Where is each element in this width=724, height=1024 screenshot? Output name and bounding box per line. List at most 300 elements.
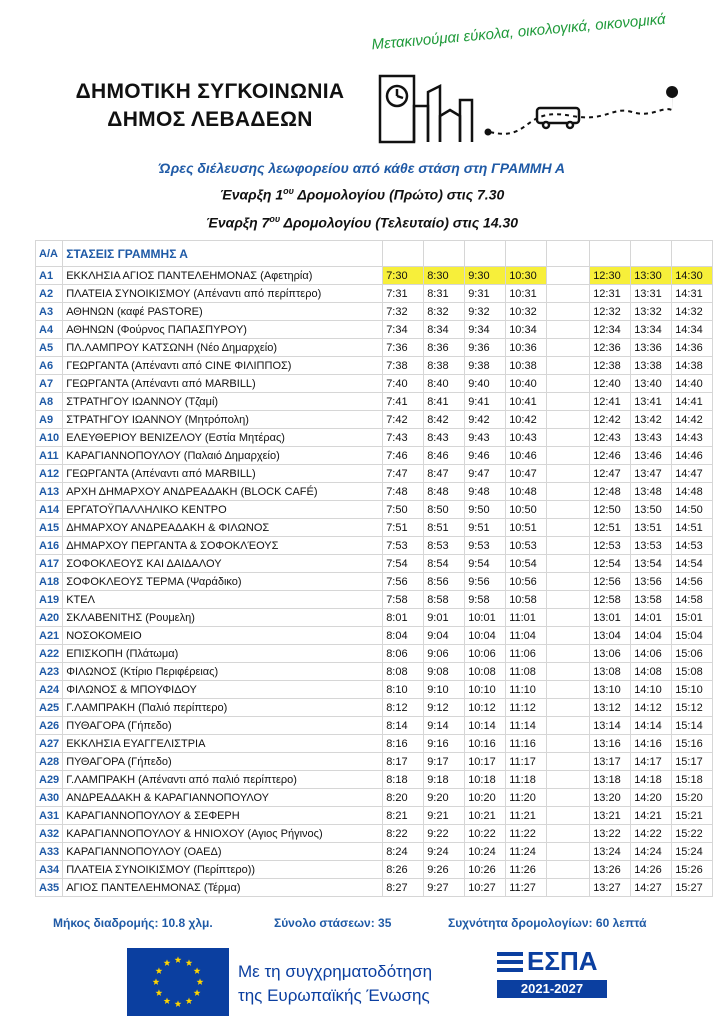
departure-time: 8:43 xyxy=(424,429,465,447)
departure-time: 10:24 xyxy=(465,843,506,861)
departure-time: 8:08 xyxy=(383,663,424,681)
departure-time: 9:38 xyxy=(465,357,506,375)
table-row xyxy=(36,825,713,843)
departure-time: 14:30 xyxy=(672,267,713,285)
table-row xyxy=(36,267,713,285)
stop-code: Α6 xyxy=(36,357,63,375)
departure-time: 7:47 xyxy=(383,465,424,483)
departure-time: 8:31 xyxy=(424,285,465,303)
stop-code: Α34 xyxy=(36,861,63,879)
departure-time: 14:46 xyxy=(672,447,713,465)
gap-cell xyxy=(547,807,590,825)
departure-time: 10:40 xyxy=(506,375,547,393)
departure-time: 10:56 xyxy=(506,573,547,591)
departure-time: 9:47 xyxy=(465,465,506,483)
departure-time: 10:43 xyxy=(506,429,547,447)
departure-time: 9:14 xyxy=(424,717,465,735)
departure-time: 13:47 xyxy=(631,465,672,483)
departure-time: 14:01 xyxy=(631,609,672,627)
departure-time: 10:53 xyxy=(506,537,547,555)
departure-time: 14:26 xyxy=(631,861,672,879)
stop-code: Α21 xyxy=(36,627,63,645)
departure-time: 9:34 xyxy=(465,321,506,339)
departure-time: 15:14 xyxy=(672,717,713,735)
stop-name: ΔΗΜΑΡΧΟΥ ΑΝΔΡΕΑΔΑΚΗ & ΦΙΛΩΝΟΣ xyxy=(63,519,383,537)
departure-time: 13:21 xyxy=(590,807,631,825)
gap-cell xyxy=(547,241,590,267)
stop-name: ΣΟΦΟΚΛΕΟΥΣ ΤΕΡΜΑ (Ψαράδικο) xyxy=(63,573,383,591)
stop-name: ΓΕΩΡΓΑΝΤΑ (Απέναντι από CINE ΦΙΛΙΠΠΟΣ) xyxy=(63,357,383,375)
stop-code: Α9 xyxy=(36,411,63,429)
table-row xyxy=(36,879,713,897)
departure-time: 14:53 xyxy=(672,537,713,555)
table-row xyxy=(36,339,713,357)
departure-time: 9:32 xyxy=(465,303,506,321)
buildings-icon xyxy=(428,86,440,142)
departure-time: 10:17 xyxy=(465,753,506,771)
stop-name: ΣΟΦΟΚΛΕΟΥΣ ΚΑΙ ΔΑΙΔΑΛΟΥ xyxy=(63,555,383,573)
departure-time: 9:20 xyxy=(424,789,465,807)
table-row xyxy=(36,645,713,663)
departure-time: 10:16 xyxy=(465,735,506,753)
departure-time: 8:32 xyxy=(424,303,465,321)
departure-time: 15:22 xyxy=(672,825,713,843)
departure-time: 15:16 xyxy=(672,735,713,753)
header-time-cell xyxy=(672,241,713,267)
departure-time: 9:06 xyxy=(424,645,465,663)
gap-cell xyxy=(547,393,590,411)
eu-star-icon xyxy=(164,959,171,966)
stop-name: ΠΥΘΑΓΟΡΑ (Γήπεδο) xyxy=(63,717,383,735)
departure-time: 12:31 xyxy=(590,285,631,303)
table-row xyxy=(36,807,713,825)
departure-time: 8:58 xyxy=(424,591,465,609)
departure-time: 8:24 xyxy=(383,843,424,861)
greek-flag-stripes-icon xyxy=(497,950,523,978)
stop-name: Γ.ΛΑΜΠΡΑΚΗ (Απέναντι από παλιό περίπτερο) xyxy=(63,771,383,789)
departure-time: 9:31 xyxy=(465,285,506,303)
gap-cell xyxy=(547,663,590,681)
departure-time: 12:36 xyxy=(590,339,631,357)
departure-time: 11:24 xyxy=(506,843,547,861)
departure-time: 9:46 xyxy=(465,447,506,465)
departure-time: 11:08 xyxy=(506,663,547,681)
departure-time: 8:40 xyxy=(424,375,465,393)
departure-time: 15:04 xyxy=(672,627,713,645)
stop-name: ΑΓΙΟΣ ΠΑΝΤΕΛΕΗΜΟΝΑΣ (Τέρμα) xyxy=(63,879,383,897)
eu-star-icon xyxy=(194,967,201,974)
table-row xyxy=(36,699,713,717)
departure-time: 9:50 xyxy=(465,501,506,519)
gap-cell xyxy=(547,699,590,717)
gap-cell xyxy=(547,501,590,519)
departure-time: 8:06 xyxy=(383,645,424,663)
departure-time: 8:14 xyxy=(383,717,424,735)
departure-time: 9:16 xyxy=(424,735,465,753)
departure-time: 14:34 xyxy=(672,321,713,339)
table-row xyxy=(36,681,713,699)
departure-time: 14:51 xyxy=(672,519,713,537)
location-pin-icon xyxy=(666,86,678,112)
departure-time: 8:34 xyxy=(424,321,465,339)
departure-time: 15:27 xyxy=(672,879,713,897)
departure-time: 10:31 xyxy=(506,285,547,303)
departure-time: 9:42 xyxy=(465,411,506,429)
departure-time: 8:27 xyxy=(383,879,424,897)
departure-time: 12:56 xyxy=(590,573,631,591)
departure-time: 10:30 xyxy=(506,267,547,285)
departure-time: 10:26 xyxy=(465,861,506,879)
stop-name: ΑΘΗΝΩΝ (Φούρνος ΠΑΠΑΣΠΥΡΟΥ) xyxy=(63,321,383,339)
table-row xyxy=(36,735,713,753)
stop-code: Α23 xyxy=(36,663,63,681)
departure-time: 9:22 xyxy=(424,825,465,843)
stop-code: Α27 xyxy=(36,735,63,753)
departure-time: 14:06 xyxy=(631,645,672,663)
departure-time: 12:34 xyxy=(590,321,631,339)
departure-time: 12:42 xyxy=(590,411,631,429)
departure-time: 9:26 xyxy=(424,861,465,879)
stop-name: ΠΛΑΤΕΙΑ ΣΥΝΟΙΚΙΣΜΟΥ (Απέναντι από περίπτερο) xyxy=(63,285,383,303)
table-row xyxy=(36,537,713,555)
departure-time: 7:32 xyxy=(383,303,424,321)
table-row xyxy=(36,753,713,771)
departure-time: 8:26 xyxy=(383,861,424,879)
stop-code: Α35 xyxy=(36,879,63,897)
departure-time: 7:38 xyxy=(383,357,424,375)
departure-time: 13:24 xyxy=(590,843,631,861)
gap-cell xyxy=(547,789,590,807)
city-bus-route-illustration xyxy=(372,66,692,146)
gap-cell xyxy=(547,645,590,663)
stop-name: ΕΡΓΑΤΟΫΠΑΛΛΗΛΙΚΟ ΚΕΝΤΡΟ xyxy=(63,501,383,519)
eu-star-icon xyxy=(175,956,182,963)
gap-cell xyxy=(547,537,590,555)
stop-code: Α10 xyxy=(36,429,63,447)
departure-time: 14:38 xyxy=(672,357,713,375)
eu-star-icon xyxy=(186,997,193,1004)
departure-time: 10:51 xyxy=(506,519,547,537)
stop-name: Γ.ΛΑΜΠΡΑΚΗ (Παλιό περίπτερο) xyxy=(63,699,383,717)
departure-time: 13:56 xyxy=(631,573,672,591)
stop-name: ΑΘΗΝΩΝ (καφέ PASTORE) xyxy=(63,303,383,321)
eu-star-icon xyxy=(164,997,171,1004)
stop-code: Α19 xyxy=(36,591,63,609)
departure-time: 14:41 xyxy=(672,393,713,411)
eu-star-icon xyxy=(156,989,163,996)
departure-time: 14:04 xyxy=(631,627,672,645)
departure-time: 8:38 xyxy=(424,357,465,375)
departure-time: 8:42 xyxy=(424,411,465,429)
departure-time: 12:58 xyxy=(590,591,631,609)
table-row xyxy=(36,771,713,789)
departure-time: 10:21 xyxy=(465,807,506,825)
header-time-cell xyxy=(383,241,424,267)
departure-time: 8:53 xyxy=(424,537,465,555)
departure-time: 8:01 xyxy=(383,609,424,627)
departure-time: 14:36 xyxy=(672,339,713,357)
departure-time: 13:38 xyxy=(631,357,672,375)
departure-time: 10:50 xyxy=(506,501,547,519)
stop-name: ΚΑΡΑΓΙΑΝΝΟΠΟΥΛΟΥ (Παλαιό Δημαρχείο) xyxy=(63,447,383,465)
departure-time: 12:32 xyxy=(590,303,631,321)
departure-time: 8:47 xyxy=(424,465,465,483)
table-row xyxy=(36,465,713,483)
departure-time: 13:26 xyxy=(590,861,631,879)
departure-time: 13:16 xyxy=(590,735,631,753)
departure-time: 9:01 xyxy=(424,609,465,627)
departure-time: 13:20 xyxy=(590,789,631,807)
gap-cell xyxy=(547,357,590,375)
departure-time: 11:14 xyxy=(506,717,547,735)
gap-cell xyxy=(547,339,590,357)
departure-time: 9:08 xyxy=(424,663,465,681)
departure-time: 9:18 xyxy=(424,771,465,789)
eu-star-icon xyxy=(197,978,204,985)
departure-time: 14:21 xyxy=(631,807,672,825)
stop-code: Α12 xyxy=(36,465,63,483)
departure-time: 9:21 xyxy=(424,807,465,825)
departure-time: 10:58 xyxy=(506,591,547,609)
title-line-2: ΔΗΜΟΣ ΛΕΒΑΔΕΩΝ xyxy=(107,108,313,131)
stop-code: Α11 xyxy=(36,447,63,465)
stop-name: ΚΤΕΛ xyxy=(63,591,383,609)
stop-code: Α18 xyxy=(36,573,63,591)
departure-time: 10:10 xyxy=(465,681,506,699)
departure-time: 12:46 xyxy=(590,447,631,465)
gap-cell xyxy=(547,609,590,627)
stop-name: ΠΛΑΤΕΙΑ ΣΥΝΟΙΚΙΣΜΟΥ (Περίπτερο)) xyxy=(63,861,383,879)
table-row xyxy=(36,375,713,393)
departure-time: 13:46 xyxy=(631,447,672,465)
departure-time: 14:32 xyxy=(672,303,713,321)
stop-code: Α7 xyxy=(36,375,63,393)
departure-time: 13:32 xyxy=(631,303,672,321)
stop-name: ΕΚΚΛΗΣΙΑ ΕΥΑΓΓΕΛΙΣΤΡΙΑ xyxy=(63,735,383,753)
departure-time: 8:41 xyxy=(424,393,465,411)
departure-time: 14:12 xyxy=(631,699,672,717)
gap-cell xyxy=(547,465,590,483)
stop-code: Α5 xyxy=(36,339,63,357)
departure-time: 15:26 xyxy=(672,861,713,879)
bus-icon xyxy=(537,108,579,128)
departure-time: 13:06 xyxy=(590,645,631,663)
eu-star-icon xyxy=(186,959,193,966)
espa-tagline xyxy=(497,1002,607,1008)
stop-name: ΓΕΩΡΓΑΝΤΑ (Απέναντι από MARBILL) xyxy=(63,375,383,393)
gap-cell xyxy=(547,267,590,285)
departure-time: 8:51 xyxy=(424,519,465,537)
stop-code: Α24 xyxy=(36,681,63,699)
stop-name: ΣΚΛΑΒΕΝΙΤΗΣ (Ρουμελη) xyxy=(63,609,383,627)
stop-code: Α2 xyxy=(36,285,63,303)
header-stop: ΣΤΑΣΕΙΣ ΓΡΑΜΜΗΣ Α xyxy=(63,241,383,267)
departure-time: 7:42 xyxy=(383,411,424,429)
header-time-cell xyxy=(506,241,547,267)
header-time-cell xyxy=(590,241,631,267)
gap-cell xyxy=(547,519,590,537)
departure-time: 12:47 xyxy=(590,465,631,483)
departure-time: 10:04 xyxy=(465,627,506,645)
schedule-heading xyxy=(0,157,724,234)
table-row xyxy=(36,717,713,735)
table-row xyxy=(36,609,713,627)
departure-time: 7:30 xyxy=(383,267,424,285)
departure-time: 9:12 xyxy=(424,699,465,717)
departure-time: 10:42 xyxy=(506,411,547,429)
departure-time: 7:41 xyxy=(383,393,424,411)
departure-time: 10:46 xyxy=(506,447,547,465)
departure-time: 11:12 xyxy=(506,699,547,717)
departure-time: 9:36 xyxy=(465,339,506,357)
departure-time: 15:21 xyxy=(672,807,713,825)
gap-cell xyxy=(547,573,590,591)
departure-time: 13:51 xyxy=(631,519,672,537)
departure-time: 11:26 xyxy=(506,861,547,879)
stop-code: Α13 xyxy=(36,483,63,501)
gap-cell xyxy=(547,303,590,321)
departure-time: 13:42 xyxy=(631,411,672,429)
departure-time: 7:53 xyxy=(383,537,424,555)
departure-time: 8:16 xyxy=(383,735,424,753)
title-line-1: ΔΗΜΟΤΙΚΗ ΣΥΓΚΟΙΝΩΝΙΑ xyxy=(75,80,345,103)
departure-time: 11:21 xyxy=(506,807,547,825)
departure-time: 10:38 xyxy=(506,357,547,375)
departure-time: 7:43 xyxy=(383,429,424,447)
departure-time: 8:04 xyxy=(383,627,424,645)
departure-time: 7:50 xyxy=(383,501,424,519)
departure-time: 10:22 xyxy=(465,825,506,843)
departure-time: 14:50 xyxy=(672,501,713,519)
stop-code: Α8 xyxy=(36,393,63,411)
departure-time: 7:36 xyxy=(383,339,424,357)
stop-code: Α1 xyxy=(36,267,63,285)
departure-time: 13:17 xyxy=(590,753,631,771)
departure-time: 9:58 xyxy=(465,591,506,609)
table-row xyxy=(36,663,713,681)
departure-time: 11:20 xyxy=(506,789,547,807)
route-length: Μήκος διαδρομής: 10.8 χλμ. xyxy=(53,916,213,930)
departure-time: 12:53 xyxy=(590,537,631,555)
departure-time: 7:40 xyxy=(383,375,424,393)
stop-name: ΑΝΔΡΕΑΔΑΚΗ & ΚΑΡΑΓΙΑΝΝΟΠΟΥΛΟΥ xyxy=(63,789,383,807)
gap-cell xyxy=(547,717,590,735)
table-row xyxy=(36,483,713,501)
departure-time: 10:14 xyxy=(465,717,506,735)
gap-cell xyxy=(547,375,590,393)
departure-time: 15:24 xyxy=(672,843,713,861)
eu-star-icon xyxy=(194,989,201,996)
departure-time: 10:36 xyxy=(506,339,547,357)
stop-name: ΦΙΛΩΝΟΣ & ΜΠΟΥΦΙΔΟΥ xyxy=(63,681,383,699)
departure-time: 14:18 xyxy=(631,771,672,789)
departure-time: 10:48 xyxy=(506,483,547,501)
table-row xyxy=(36,429,713,447)
table-row xyxy=(36,321,713,339)
departure-time: 13:04 xyxy=(590,627,631,645)
table-row xyxy=(36,843,713,861)
header-time-cell xyxy=(631,241,672,267)
stop-code: Α25 xyxy=(36,699,63,717)
stop-name: ΝΟΣΟΚΟΜΕΙΟ xyxy=(63,627,383,645)
table-row xyxy=(36,393,713,411)
stop-name: ΔΗΜΑΡΧΟΥ ΠΕΡΓΑΝΤΑ & ΣΟΦΟΚΛΈΟΥΣ xyxy=(63,537,383,555)
gap-cell xyxy=(547,843,590,861)
eu-star-icon xyxy=(156,967,163,974)
departure-time: 9:54 xyxy=(465,555,506,573)
departure-time: 9:17 xyxy=(424,753,465,771)
header-time-cell xyxy=(465,241,506,267)
departure-time: 11:18 xyxy=(506,771,547,789)
departure-time: 13:41 xyxy=(631,393,672,411)
stop-code: Α15 xyxy=(36,519,63,537)
eu-line-2: της Ευρωπαϊκής Ένωσης xyxy=(238,986,430,1005)
stop-code: Α33 xyxy=(36,843,63,861)
departure-time: 13:58 xyxy=(631,591,672,609)
departure-time: 10:34 xyxy=(506,321,547,339)
stop-code: Α14 xyxy=(36,501,63,519)
departure-time: 13:10 xyxy=(590,681,631,699)
departure-time: 11:01 xyxy=(506,609,547,627)
departure-time: 13:34 xyxy=(631,321,672,339)
departure-time: 11:22 xyxy=(506,825,547,843)
gap-cell xyxy=(547,627,590,645)
stop-code: Α20 xyxy=(36,609,63,627)
departure-time: 10:54 xyxy=(506,555,547,573)
departure-time: 8:30 xyxy=(424,267,465,285)
gap-cell xyxy=(547,735,590,753)
departure-time: 13:31 xyxy=(631,285,672,303)
stop-name: ΑΡΧΗ ΔΗΜΑΡΧΟΥ ΑΝΔΡΕΑΔΑΚΗ (BLOCK CAFÉ) xyxy=(63,483,383,501)
stop-code: Α17 xyxy=(36,555,63,573)
departure-time: 9:43 xyxy=(465,429,506,447)
departure-time: 10:06 xyxy=(465,645,506,663)
stop-code: Α4 xyxy=(36,321,63,339)
departure-time: 8:48 xyxy=(424,483,465,501)
departure-time: 14:16 xyxy=(631,735,672,753)
departure-time: 15:08 xyxy=(672,663,713,681)
stop-code: Α26 xyxy=(36,717,63,735)
stop-code: Α30 xyxy=(36,789,63,807)
departure-time: 14:54 xyxy=(672,555,713,573)
departure-time: 12:38 xyxy=(590,357,631,375)
table-row xyxy=(36,501,713,519)
stop-code: Α32 xyxy=(36,825,63,843)
gap-cell xyxy=(547,825,590,843)
stop-name: ΚΑΡΑΓΙΑΝΝΟΠΟΥΛΟΥ & ΣΕΦΕΡΗ xyxy=(63,807,383,825)
departure-time: 10:47 xyxy=(506,465,547,483)
departure-time: 9:48 xyxy=(465,483,506,501)
departure-time: 9:04 xyxy=(424,627,465,645)
departure-time: 9:53 xyxy=(465,537,506,555)
departure-time: 13:50 xyxy=(631,501,672,519)
stop-name: ΦΙΛΩΝΟΣ (Κτίριο Περιφέρειας) xyxy=(63,663,383,681)
departure-time: 13:22 xyxy=(590,825,631,843)
departure-time: 13:53 xyxy=(631,537,672,555)
espa-logo xyxy=(497,946,607,1016)
table-row xyxy=(36,357,713,375)
departure-time: 14:40 xyxy=(672,375,713,393)
departure-time: 10:18 xyxy=(465,771,506,789)
departure-time: 7:58 xyxy=(383,591,424,609)
departure-time: 13:54 xyxy=(631,555,672,573)
departure-time: 15:17 xyxy=(672,753,713,771)
departure-time: 12:54 xyxy=(590,555,631,573)
table-row xyxy=(36,861,713,879)
stop-code: Α28 xyxy=(36,753,63,771)
departure-time: 12:41 xyxy=(590,393,631,411)
table-row xyxy=(36,285,713,303)
